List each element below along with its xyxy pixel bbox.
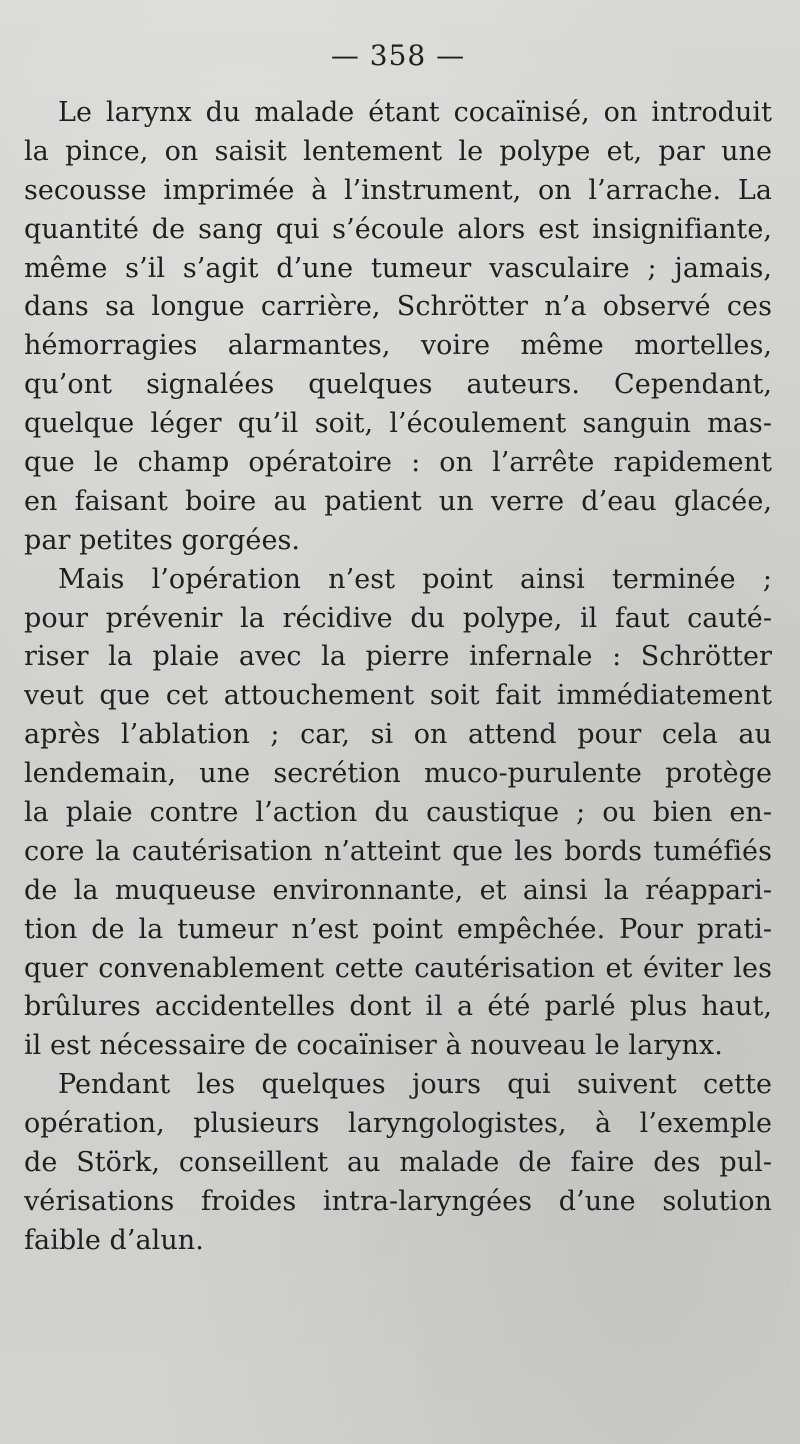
text-line: vérisations froides intra-laryngées d’une solution	[24, 1185, 772, 1217]
text-line: de la muqueuse environnante, et ainsi la réappari-	[24, 874, 772, 906]
text-line: Mais l’opération n’est point ainsi terminée ;	[58, 563, 772, 595]
text-line: pour prévenir la récidive du polype, il faut cauté-	[24, 602, 772, 634]
text-line: il est nécessaire de cocaïniser à nouveau le larynx.	[24, 1030, 723, 1062]
text-line: que le champ opératoire : on l’arrête rapidement	[24, 447, 772, 479]
text-line: de Störk, conseillent au malade de faire des pul-	[24, 1147, 772, 1179]
text-line: la pince, on saisit lentement le polype et, par une	[24, 135, 772, 167]
text-line: après l’ablation ; car, si on attend pour cela au	[24, 719, 772, 751]
text-line: riser la plaie avec la pierre infernale : Schrötter	[24, 641, 772, 673]
paragraph	[24, 1066, 772, 1260]
text-line: quer convenablement cette cautérisation et éviter les	[24, 952, 772, 984]
text-line: qu’ont signalées quelques auteurs. Cependant,	[24, 369, 772, 401]
page-number: — 358 —	[330, 39, 466, 72]
text-line: brûlures accidentelles dont il a été parlé plus haut,	[24, 991, 772, 1023]
paragraph	[24, 561, 772, 1067]
text-line: tion de la tumeur n’est point empêchée. Pour prati-	[24, 913, 772, 945]
text-line: en faisant boire au patient un verre d’eau glacée,	[24, 485, 772, 517]
text-line: opération, plusieurs laryngologistes, à l’exemple	[24, 1108, 772, 1140]
text-line: par petites gorgées.	[24, 524, 301, 556]
text-line: dans sa longue carrière, Schrötter n’a observé ces	[24, 291, 772, 323]
text-line: secousse imprimée à l’instrument, on l’arrache. La	[24, 174, 772, 206]
text-line: faible d’alun.	[24, 1224, 204, 1256]
text-line: la plaie contre l’action du caustique ; ou bien en-	[24, 797, 772, 829]
text-line: quelque léger qu’il soit, l’écoulement sanguin mas-	[24, 408, 772, 440]
text-line: lendemain, une secrétion muco-purulente protège	[24, 758, 772, 790]
paragraph	[24, 94, 772, 561]
text-line: hémorragies alarmantes, voire même mortelles,	[24, 330, 772, 362]
text-line: Le larynx du malade étant cocaïnisé, on introduit	[58, 97, 772, 128]
text-line: même s’il s’agit d’une tumeur vasculaire ; jamais,	[24, 252, 772, 284]
body-text	[24, 94, 772, 1261]
text-line: core la cautérisation n’atteint que les bords tuméfiés	[24, 835, 772, 867]
text-line: veut que cet attouchement soit fait immédiatement	[24, 680, 772, 712]
text-line: quantité de sang qui s’écoule alors est insignifiante,	[24, 213, 772, 245]
text-line: Pendant les quelques jours qui suivent cette	[58, 1069, 772, 1101]
